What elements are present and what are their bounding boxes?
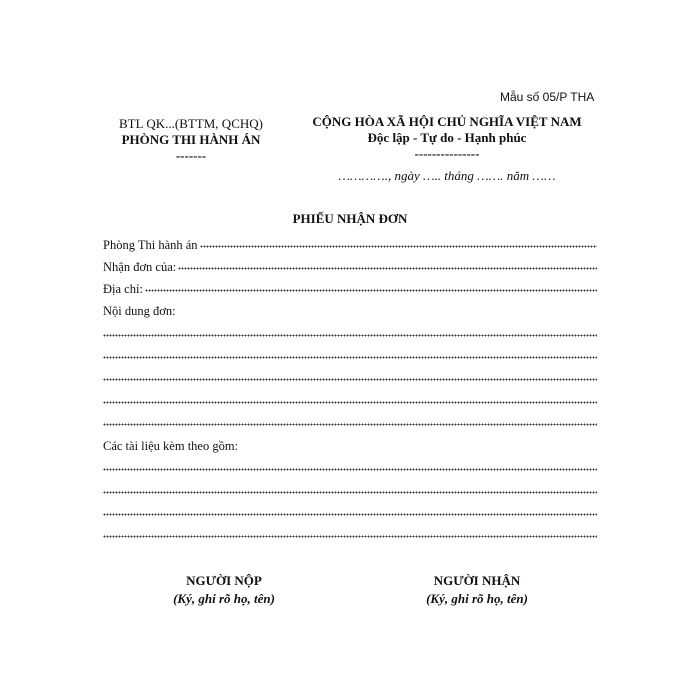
content-label: Nội dung đơn: (103, 304, 176, 318)
office-blank[interactable] (200, 236, 597, 248)
attachment-line[interactable] (103, 491, 597, 494)
attachments-label: Các tài liệu kèm theo gồm: (103, 439, 239, 453)
received-from-label: Nhận đơn của: (103, 260, 177, 274)
issuing-agency-header (106, 116, 276, 164)
national-header (292, 114, 602, 184)
content-line[interactable] (103, 356, 597, 359)
receiver-note: (Ký, ghi rõ họ, tên) (426, 591, 528, 606)
agency-divider: ------- (175, 148, 207, 163)
submitter-note: (Ký, ghi rõ họ, tên) (173, 591, 275, 606)
content-line[interactable] (103, 378, 597, 381)
office-label: Phòng Thi hành án (103, 238, 198, 252)
address-field[interactable] (103, 280, 597, 298)
attachment-line[interactable] (103, 535, 597, 538)
content-line[interactable] (103, 401, 597, 404)
receiver-title: NGƯỜI NHẬN (433, 573, 521, 588)
attachment-line[interactable] (103, 468, 597, 471)
country-name: CỘNG HÒA XÃ HỘI CHỦ NGHĨA VIỆT NAM (312, 114, 582, 129)
submitter-title: NGƯỜI NỘP (186, 573, 262, 588)
received-from-field[interactable] (103, 258, 597, 276)
agency-name: BTL QK...(BTTM, QCHQ) (119, 116, 263, 131)
form-code: Mẫu số 05/P THA (500, 90, 595, 104)
department-name: PHÒNG THI HÀNH ÁN (121, 132, 261, 147)
address-blank[interactable] (145, 280, 597, 292)
attachments-field (103, 437, 597, 455)
content-line[interactable] (103, 334, 597, 337)
attachment-line[interactable] (103, 513, 597, 516)
office-field[interactable] (103, 236, 597, 254)
content-field (103, 302, 597, 320)
document-title: PHIẾU NHẬN ĐƠN (292, 211, 408, 226)
address-label: Địa chỉ: (103, 282, 143, 296)
national-motto: Độc lập - Tự do - Hạnh phúc (367, 130, 527, 145)
received-from-blank[interactable] (178, 258, 597, 270)
date-line: …………., ngày ….. tháng ……. năm …… (338, 168, 556, 183)
submitter-signature-block (134, 572, 314, 608)
receiver-signature-block (387, 572, 567, 608)
content-line[interactable] (103, 423, 597, 426)
motto-divider: --------------- (414, 146, 480, 161)
